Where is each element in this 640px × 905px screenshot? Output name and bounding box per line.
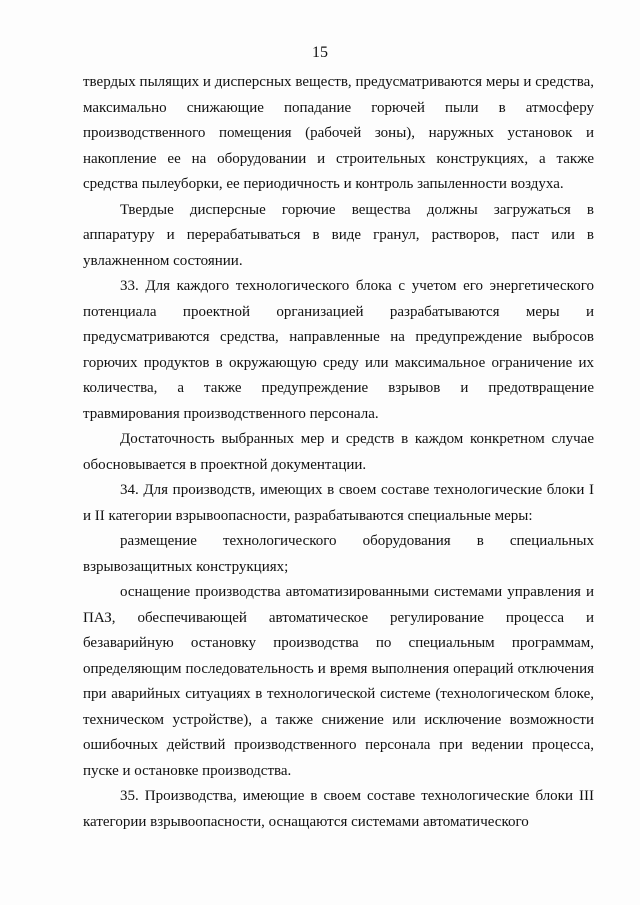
- paragraph-item-34: 34. Для производств, имеющих в своем составе технологические блоки I и II категории взрывоопасности, разрабатываются специальные меры:: [83, 482, 594, 524]
- paragraph-sufficiency: Достаточность выбранных мер и средств в каждом конкретном случае обосновывается в проектной документации.: [83, 431, 594, 473]
- page-number: 15: [312, 44, 328, 61]
- paragraph-item-33: 33. Для каждого технологического блока с учетом его энергетического потенциала проектной организацией разрабатываются меры и предусматриваются средства, направленные на предупреждение выбросов горючих продуктов в окружающую среду или максимальное ограничение их количества, а также предупреждение взрывов и предотвращение травмирования производственного персонала.: [83, 278, 594, 422]
- paragraph-item-35: 35. Производства, имеющие в своем составе технологические блоки III категории взрывоопасности, оснащаются системами автоматического: [83, 788, 594, 830]
- document-body: [83, 70, 594, 835]
- paragraph-automation: оснащение производства автоматизированными системами управления и ПАЗ, обеспечивающей автоматическое регулирование процесса и безаварийную остановку производства по специальным программам, определяющим последовательность и время выполнения операций отключения при аварийных ситуациях в технологической системе (технологическом блоке, техническом устройстве), а также снижение или исключение возможности ошибочных действий производственного персонала при ведении процесса, пуске и остановке производства.: [83, 584, 594, 779]
- paragraph-placement: размещение технологического оборудования в специальных взрывозащитных конструкциях;: [83, 533, 594, 575]
- paragraph-solid-substances: Твердые дисперсные горючие вещества должны загружаться в аппаратуру и перерабатываться в виде гранул, растворов, паст или в увлажненном состоянии.: [83, 201, 594, 269]
- paragraph-dust-measures: твердых пылящих и дисперсных веществ, предусматриваются меры и средства, максимально снижающие попадание горючей пыли в атмосферу производственного помещения (рабочей зоны), наружных установок и накопление ее на оборудовании и строительных конструкциях, а также средства пылеуборки, ее периодичность и контроль запыленности воздуха.: [83, 74, 594, 192]
